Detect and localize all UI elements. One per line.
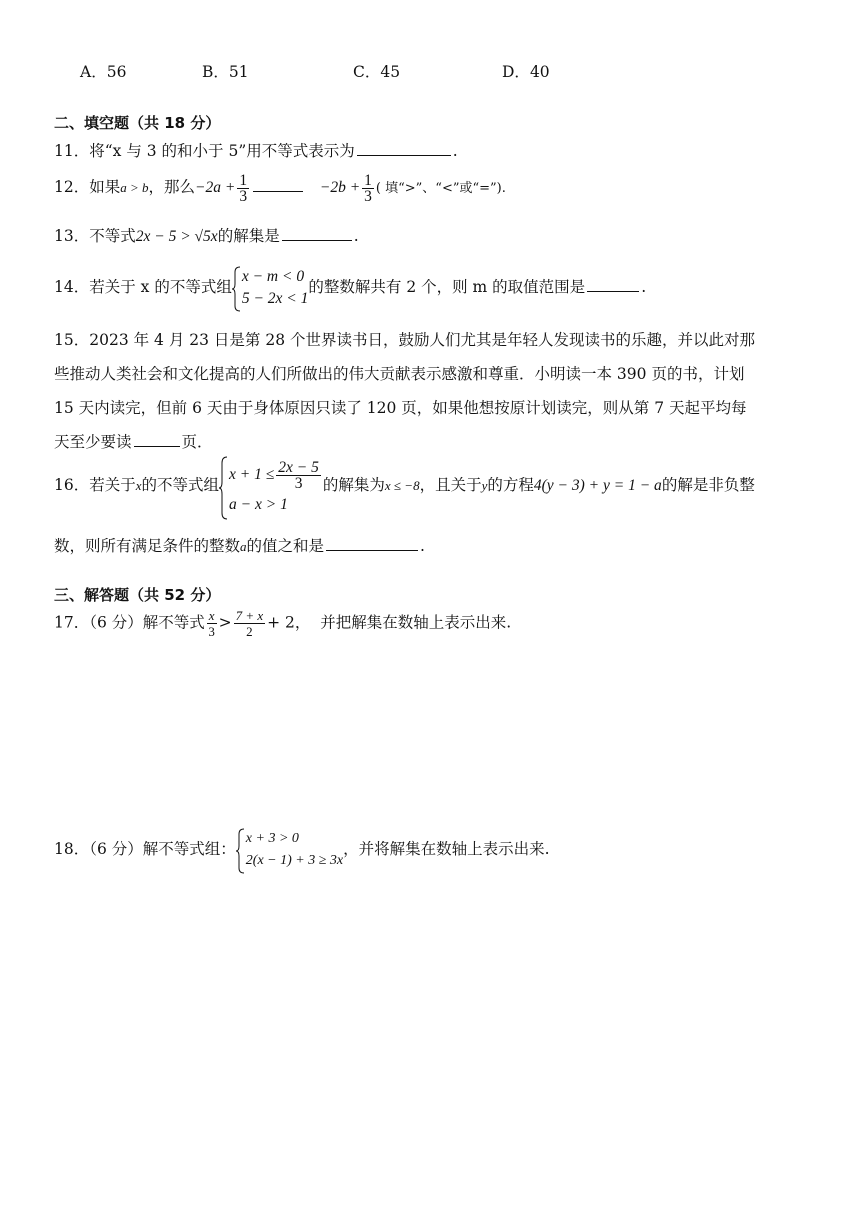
- fraction-denominator: 3: [364, 187, 372, 205]
- question-14: [54, 266, 646, 310]
- question-11: [54, 139, 458, 161]
- question-text: ，那么: [148, 178, 196, 196]
- question-line: 些推动人类社会和文化提高的人们所做出的伟大贡献表示感激和尊重．小明读一本 390 页的书，计划: [54, 365, 745, 383]
- fraction-denominator: 3: [294, 474, 303, 492]
- choice-c: [353, 60, 400, 82]
- choice-letter: B．: [202, 63, 229, 81]
- system-row: x + 3 > 0: [245, 831, 299, 846]
- variable: y: [481, 478, 488, 493]
- question-line: [54, 425, 810, 459]
- expression-left: −2a +: [195, 179, 236, 196]
- question-text: 的值之和是: [246, 537, 325, 555]
- question-text: （6 分）解不等式组：: [89, 840, 236, 858]
- variable: a: [240, 539, 247, 554]
- system-row: a − x > 1: [229, 496, 288, 513]
- fraction-numerator: 1: [364, 171, 372, 189]
- question-number: 16．: [54, 476, 90, 494]
- inequality-system: [236, 828, 343, 872]
- question-text: 不等式: [89, 227, 136, 245]
- system-row: 2(x − 1) + 3 ≥ 3x: [245, 853, 344, 868]
- choice-value: 45: [380, 63, 401, 81]
- question-text: 若关于 x 的不等式组: [89, 278, 232, 296]
- operator: >: [218, 613, 232, 632]
- question-end: .: [353, 227, 359, 245]
- question-text: 并把解集在数轴上表示出来.: [320, 613, 512, 632]
- system-row: 5 − 2x < 1: [241, 290, 309, 307]
- hint: ( 填“>”、“<”或“=”).: [375, 181, 506, 196]
- brace-icon: [232, 266, 241, 310]
- solution-set: x ≤ −8: [384, 478, 420, 493]
- question-number: 13．: [54, 227, 90, 245]
- question-16-line2: [54, 534, 425, 556]
- choice-letter: D．: [502, 63, 530, 81]
- question-number: 11．: [54, 142, 90, 160]
- question-end: .: [420, 537, 425, 555]
- inequality: 2x − 5 > √5x: [135, 228, 218, 245]
- fraction-numerator: 2x − 5: [278, 458, 319, 476]
- question-18: [54, 828, 550, 872]
- answer-blank[interactable]: [282, 226, 352, 241]
- question-17: [54, 608, 511, 639]
- brace-icon: [219, 456, 228, 516]
- fraction: [207, 608, 217, 639]
- question-text: 天至少要读: [54, 433, 132, 451]
- question-text: 的解是非负整: [661, 476, 755, 494]
- section-title-fill-in: 二、填空题（共 18 分）: [54, 114, 221, 132]
- question-text: 将“x 与 3 的和小于 5”用不等式表示为: [89, 142, 355, 160]
- choice-b: [202, 60, 249, 82]
- question-number: 15．: [54, 331, 90, 349]
- question-line: [54, 323, 810, 357]
- question-12: [54, 170, 506, 206]
- fraction-denominator: 3: [208, 624, 215, 639]
- section-title-solve: 三、解答题（共 52 分）: [54, 586, 221, 604]
- answer-blank[interactable]: [587, 277, 639, 292]
- variable: x: [135, 478, 142, 493]
- question-13: [54, 224, 359, 246]
- fraction-denominator: 2: [246, 624, 253, 639]
- answer-blank[interactable]: [134, 432, 180, 447]
- brace-icon: [236, 828, 245, 872]
- question-number: 17．: [54, 613, 90, 632]
- fraction: [362, 173, 374, 204]
- question-text: 的解集为: [322, 476, 385, 494]
- question-line: 15 天内读完，但前 6 天由于身体原因只读了 120 页，如果他想按原计划读完，则从第 7 天起平均每: [54, 399, 747, 417]
- question-number: 14．: [54, 278, 90, 296]
- inequality-system: [232, 266, 309, 310]
- choice-d: [502, 60, 550, 82]
- question-text: 2023 年 4 月 23 日是第 28 个世界读书日，鼓励人们尤其是年轻人发现读书的乐趣，并以此对那: [89, 331, 755, 349]
- question-end: .: [452, 142, 458, 160]
- fraction-numerator: 7 + x: [235, 608, 264, 623]
- operator: + 2，: [267, 613, 311, 632]
- question-16: [54, 456, 755, 516]
- answer-blank[interactable]: [326, 536, 418, 551]
- choice-value: 56: [106, 63, 127, 81]
- question-number: 18．: [54, 840, 90, 858]
- fraction: [276, 460, 321, 491]
- system-row: x − m < 0: [241, 268, 305, 285]
- system-row: [229, 456, 323, 494]
- choice-value: 51: [228, 63, 249, 81]
- question-text: 的方程: [487, 476, 534, 494]
- question-text: 若关于: [89, 476, 136, 494]
- choice-a: [80, 60, 126, 82]
- condition: a > b: [120, 180, 149, 195]
- choice-value: 40: [529, 63, 550, 81]
- question-text: 的不等式组: [141, 476, 220, 494]
- question-number: 12．: [54, 178, 90, 196]
- question-text: 的整数解共有 2 个，则 m 的取值范围是: [308, 278, 586, 296]
- question-text: ，并将解集在数轴上表示出来.: [343, 840, 550, 858]
- choice-letter: C．: [353, 63, 381, 81]
- system-row-text: x + 1 ≤: [229, 466, 275, 483]
- inequality-system: [219, 456, 323, 516]
- answer-blank[interactable]: [357, 141, 451, 156]
- answer-blank[interactable]: [253, 177, 303, 192]
- question-text: 的解集是: [217, 227, 280, 245]
- fraction: [237, 173, 249, 204]
- expression-right: −2b +: [319, 179, 361, 196]
- equation: 4(y − 3) + y = 1 − a: [533, 477, 662, 494]
- choice-letter: A．: [80, 63, 107, 81]
- question-text: 数，则所有满足条件的整数: [54, 537, 241, 555]
- question-text: 页．: [181, 433, 213, 451]
- fraction: [234, 608, 266, 639]
- question-15: [54, 323, 810, 459]
- question-text: ，且关于: [419, 476, 482, 494]
- fraction-numerator: x: [208, 608, 215, 623]
- fraction-numerator: 1: [239, 171, 248, 189]
- fraction-denominator: 3: [239, 187, 248, 205]
- question-text: 如果: [89, 178, 121, 196]
- question-text: （6 分）解不等式: [89, 613, 205, 632]
- question-end: .: [641, 278, 647, 296]
